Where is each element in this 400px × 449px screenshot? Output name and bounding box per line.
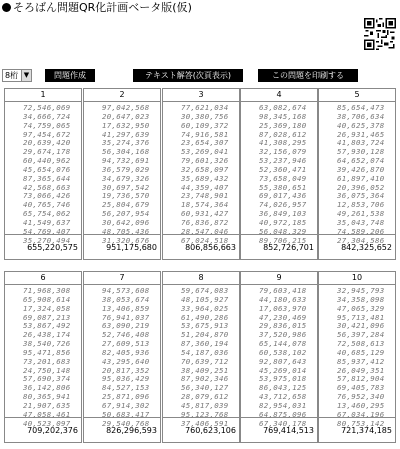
problem-line: 80,753,142 [337,418,385,428]
problem-card [4,88,82,260]
problem-line: 47,058,461 [23,409,71,419]
create-problems-button[interactable]: 問題作成 [45,69,95,82]
problem-line: 36,849,103 [259,209,307,219]
problem-line: 53,867,492 [23,321,71,331]
qr-code-icon [364,18,396,50]
digits-select-value: 8桁 [5,71,19,80]
problem-line: 21,907,635 [23,400,71,410]
problem-line: 56,207,954 [102,209,150,219]
problem-line: 48,705,436 [102,226,150,236]
problem-line: 67,340,178 [259,418,307,428]
problem-line: 76,941,037 [102,312,150,322]
problem-line: 85,654,473 [337,103,385,112]
problem-line: 41,308,295 [259,138,307,148]
problem-line: 29,540,768 [102,418,150,428]
problem-line: 23,748,901 [181,191,229,201]
problem-line: 20,639,420 [23,138,71,148]
problem-line: 73,201,683 [23,356,71,366]
problem-line: 72,546,069 [23,103,71,112]
problem-line: 49,261,538 [337,209,385,219]
problem-number-list [23,104,71,246]
problem-line: 38,706,634 [337,111,385,121]
problem-line: 87,365,644 [23,173,71,183]
problem-line: 37,520,986 [259,330,307,340]
problem-line: 94,732,691 [102,156,150,166]
problem-number-list [259,104,307,246]
problem-line: 30,642,096 [102,217,150,227]
problem-line: 30,697,542 [102,182,150,192]
problem-numbers-area [241,285,317,428]
problem-line: 54,769,407 [23,226,71,236]
problem-line: 36,579,029 [102,164,150,174]
problem-line: 50,683,417 [102,409,150,419]
problem-answer: 806,856,663 [185,243,236,252]
problem-line: 57,690,374 [23,374,71,384]
problem-line: 69,087,213 [23,312,71,322]
problem-card [318,88,396,260]
problem-line: 57,930,128 [337,147,385,157]
problem-line: 53,237,946 [259,156,307,166]
problem-number: 8 [163,272,239,285]
problem-line: 27,609,513 [102,339,150,349]
problem-number-list [102,287,150,429]
problem-number: 5 [319,89,395,102]
problem-line: 79,601,326 [181,156,229,166]
problem-line: 87,902,346 [181,374,229,384]
problem-line: 71,968,308 [23,286,71,295]
problem-answer: 709,202,376 [27,426,78,435]
problem-line: 20,647,023 [102,111,150,121]
problem-line: 44,180,633 [259,294,307,304]
problem-line: 34,358,098 [337,294,385,304]
problem-line: 87,028,612 [259,129,307,139]
problem-line: 35,274,376 [102,138,150,148]
problem-line: 60,931,427 [181,209,229,219]
problem-line: 95,713,481 [337,312,385,322]
problem-numbers-area [163,102,239,245]
problem-line: 40,972,185 [259,217,307,227]
problem-answer: 721,374,185 [341,426,392,435]
problem-line: 67,914,302 [102,400,150,410]
problem-line: 69,017,436 [259,191,307,201]
problem-line: 17,324,058 [23,303,71,313]
problem-line: 25,369,180 [259,120,307,130]
problem-line: 32,658,097 [181,164,229,174]
problem-line: 95,123,768 [181,409,229,419]
problem-number: 6 [5,272,81,285]
problem-line: 65,144,078 [259,339,307,349]
problem-line: 70,639,712 [181,356,229,366]
problem-line: 77,621,034 [181,103,229,112]
problem-number: 3 [163,89,239,102]
problem-line: 74,916,581 [181,129,229,139]
problem-line: 63,090,219 [102,321,150,331]
problem-number-list [181,287,229,429]
problem-answer: 769,414,513 [263,426,314,435]
problem-answer: 842,325,652 [341,243,392,252]
problem-line: 44,359,407 [181,182,229,192]
problem-line: 36,075,364 [337,191,385,201]
problem-line: 74,759,065 [23,120,71,130]
problem-card [162,88,240,260]
problem-line: 40,765,746 [23,200,71,210]
problem-line: 87,360,194 [181,339,229,349]
problem-line: 24,750,148 [23,365,71,375]
problem-number: 9 [241,272,317,285]
problem-line: 67,024,518 [181,235,229,245]
print-button[interactable]: この問題を印刷する [258,69,358,82]
problem-line: 56,340,127 [181,383,229,393]
problem-line: 65,908,614 [23,294,71,304]
problem-line: 95,036,429 [102,374,150,384]
problem-line: 53,269,041 [181,147,229,157]
problem-card [4,271,82,443]
problem-line: 43,295,640 [102,356,150,366]
problem-line: 25,871,096 [102,392,150,402]
problem-line: 28,547,046 [181,226,229,236]
problem-number-list [23,287,71,429]
problem-line: 40,685,129 [337,347,385,357]
problem-line: 56,048,329 [259,226,307,236]
problem-line: 92,807,643 [259,356,307,366]
problem-number-list [337,287,385,429]
problem-line: 80,365,941 [23,392,71,402]
problem-card [83,271,161,443]
problem-number: 2 [84,89,160,102]
problem-answer: 852,726,701 [263,243,314,252]
problem-line: 40,625,378 [337,120,385,130]
problem-line: 98,345,168 [259,111,307,121]
problem-card [83,88,161,260]
chevron-down-icon[interactable]: ▼ [21,70,31,81]
problem-line: 29,674,178 [23,147,71,157]
problem-line: 97,454,672 [23,129,71,139]
problem-line: 13,406,859 [102,303,150,313]
problem-line: 41,803,724 [337,138,385,148]
problem-line: 48,105,927 [181,294,229,304]
problem-line: 17,632,950 [102,120,150,130]
problem-line: 45,817,039 [181,400,229,410]
problem-line: 32,945,793 [337,286,385,295]
problem-answer: 951,175,680 [106,243,157,252]
problem-line: 37,406,591 [181,418,229,428]
problem-line: 95,471,856 [23,347,71,357]
problem-line: 25,804,679 [102,200,150,210]
problem-line: 40,523,097 [23,418,71,428]
problem-line: 55,380,651 [259,182,307,192]
problem-line: 73,066,426 [23,191,71,201]
problem-answer: 826,296,593 [106,426,157,435]
problem-line: 60,538,102 [259,347,307,357]
problem-line: 30,421,096 [337,321,385,331]
problem-line: 12,853,706 [337,200,385,210]
problem-line: 36,142,806 [23,383,71,393]
problem-line: 41,297,639 [102,129,150,139]
problem-line: 38,409,251 [181,365,229,375]
problem-line: 32,156,079 [259,147,307,157]
problem-card [240,88,318,260]
problem-line: 60,109,372 [181,120,229,130]
problem-line: 52,360,471 [259,164,307,174]
problem-numbers-area [84,102,160,245]
problem-line: 61,490,286 [181,312,229,322]
problem-line: 19,736,570 [102,191,150,201]
problem-line: 56,397,284 [337,330,385,340]
problem-line: 35,270,494 [23,235,71,245]
problem-line: 69,405,783 [337,383,385,393]
problem-answer: 655,220,575 [27,243,78,252]
problem-number: 10 [319,272,395,285]
problem-line: 38,540,726 [23,339,71,349]
text-answers-button[interactable]: テキスト解答(次頁表示) [133,69,243,82]
problem-line: 74,589,206 [337,226,385,236]
problem-line: 52,746,408 [102,330,150,340]
problem-line: 41,549,637 [23,217,71,227]
problem-line: 28,079,612 [181,392,229,402]
problem-line: 53,675,913 [181,321,229,331]
problem-line: 63,082,674 [259,103,307,112]
problem-line: 82,405,936 [102,347,150,357]
problem-line: 35,043,748 [337,217,385,227]
problem-line: 18,574,364 [181,200,229,210]
problem-line: 34,679,326 [102,173,150,183]
problem-line: 57,812,904 [337,374,385,384]
problem-line: 61,897,410 [337,173,385,183]
problem-line: 76,836,872 [181,217,229,227]
problem-line: 53,975,018 [259,374,307,384]
problem-number-list [102,104,150,246]
problem-number-list [337,104,385,246]
problem-line: 20,396,052 [337,182,385,192]
title-text: そろばん問題QR化計画ベータ版(仮) [13,1,192,14]
problem-line: 39,426,870 [337,164,385,174]
problem-line: 51,204,870 [181,330,229,340]
problem-line: 31,320,676 [102,235,150,245]
bullet-icon [2,3,11,12]
problem-line: 43,712,658 [259,392,307,402]
problem-numbers-area [241,102,317,245]
problem-numbers-area [319,102,395,245]
problem-line: 45,654,076 [23,164,71,174]
problem-line: 47,065,329 [337,303,385,313]
digits-select[interactable] [2,69,32,82]
problem-line: 35,689,432 [181,173,229,183]
problem-card [240,271,318,443]
problem-line: 54,187,036 [181,347,229,357]
problem-number-list [259,287,307,429]
problem-line: 76,952,340 [337,392,385,402]
problem-line: 67,034,196 [337,409,385,419]
problem-line: 79,603,418 [259,286,307,295]
problem-line: 97,042,568 [102,103,150,112]
problem-line: 38,053,674 [102,294,150,304]
problem-line: 85,937,412 [337,356,385,366]
problem-line: 64,652,074 [337,156,385,166]
problem-line: 56,304,168 [102,147,150,157]
problem-number: 4 [241,89,317,102]
problem-line: 26,438,174 [23,330,71,340]
problem-line: 94,573,608 [102,286,150,295]
problem-numbers-area [84,285,160,428]
problem-line: 34,666,724 [23,111,71,121]
problem-line: 65,754,062 [23,209,71,219]
page-title [2,1,192,14]
problem-line: 27,304,586 [337,235,385,245]
problem-card [318,271,396,443]
problem-line: 73,658,049 [259,173,307,183]
problem-line: 23,654,307 [181,138,229,148]
problem-answer: 760,623,106 [185,426,236,435]
problem-line: 33,964,025 [181,303,229,313]
problem-numbers-area [5,102,81,245]
problem-numbers-area [163,285,239,428]
problem-line: 13,460,295 [337,400,385,410]
problem-line: 45,269,014 [259,365,307,375]
problem-line: 74,026,957 [259,200,307,210]
problem-line: 59,674,083 [181,286,229,295]
problem-number-list [181,104,229,246]
problem-line: 47,230,469 [259,312,307,322]
problem-numbers-area [319,285,395,428]
problem-line: 29,836,015 [259,321,307,331]
problem-line: 26,049,351 [337,365,385,375]
problem-line: 64,875,096 [259,409,307,419]
problem-number: 7 [84,272,160,285]
problem-line: 84,527,153 [102,383,150,393]
problem-line: 89,706,215 [259,235,307,245]
problem-line: 60,440,962 [23,156,71,166]
problem-line: 17,063,970 [259,303,307,313]
problem-line: 26,931,465 [337,129,385,139]
problem-line: 20,817,352 [102,365,150,375]
problem-line: 72,508,613 [337,339,385,349]
problem-line: 82,954,031 [259,400,307,410]
problem-line: 86,043,125 [259,383,307,393]
problem-line: 42,568,663 [23,182,71,192]
problem-numbers-area [5,285,81,428]
problem-line: 30,380,756 [181,111,229,121]
problem-number: 1 [5,89,81,102]
problem-card [162,271,240,443]
